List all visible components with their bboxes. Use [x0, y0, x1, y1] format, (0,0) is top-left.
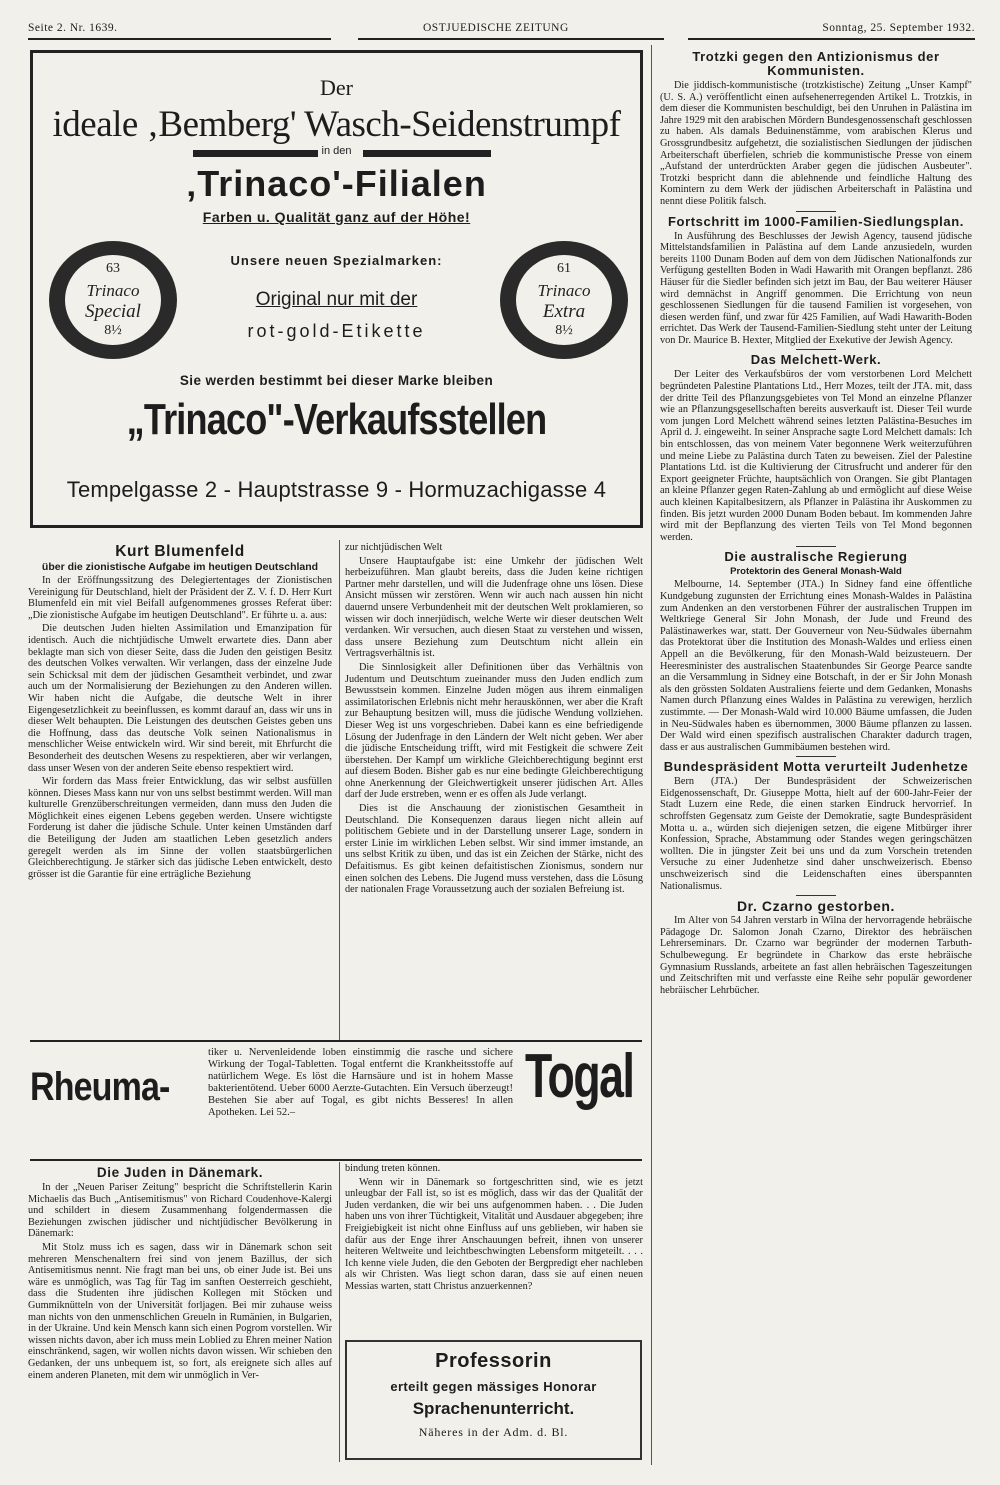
blumenfeld-para: Dies ist die Anschauung der zionistischen Gesamtheit in Deutschland. Die Konsequenzen daraus liegen nicht allein auf politischem Gebiete und in der Darstellung unserer Lage, sondern in erster Linie im wirklichen Leben selbst. Wir sind immer imstande, an uns selbst Kritik zu üben, und das ist ein Zeichen der Stärke, nicht des Defaitismus. Es gibt keinen defaitistischen Zionismus, sondern nur einen solchen des Lebens. Die Jugend muss verstehen, dass die Lösung der nationalen Frage Voraussetzung auch der sozialen Befreiung ist. [345, 803, 643, 896]
motta-title: Bundespräsident Motta verurteilt Judenhetze [663, 759, 969, 775]
seal-left-num: 63 [106, 261, 120, 276]
ad-headline: ideale ‚Bemberg' Wasch-Seidenstrumpf [52, 104, 621, 145]
header-rule-right [688, 38, 975, 40]
daenemark-para: Mit Stolz muss ich es sagen, dass wir in Dänemark schon seit mehreren Menschenaltern frei sind von jenem Bazillus, der sich Antisemitismus nennt. Nie fragt man bei uns, ob einer Jude ist. Bei uns wäre es unmöglich, was Tag für Tag im sanften Oesterreich geschieht, dass die Studenten ihre jüdischen Kollegen mit Stöcken und Gummiknütteln von der Universität forljagen. Bei mir zuhause weiss man nichts von den unmenschlichen Greueln in Rumänien, in Bulgarien, in der Ukraine. Und kein Mensch kann sich einen Pogrom vorstellen. Wir wissen nichts davon, aber ich muss mein Loblied zu Ehren meiner Nation einschränkend, sagen, wir wollen nichts davon wissen. Wir schieben den Gedanken, der uns unbequem ist, so fort, als ereignete sich alles auf einem anderen Planeten, mit dem wir unmöglich in Ver- [28, 1241, 332, 1381]
column-rule-mid-top [339, 540, 340, 1040]
prof-line1: erteilt gegen mässiges Honorar [390, 1379, 597, 1394]
prof-title: Professorin [435, 1350, 552, 1372]
blumenfeld-para: zur nichtjüdischen Welt [345, 542, 443, 553]
czarno-title: Dr. Czarno gestorben. [736, 898, 896, 915]
daenemark-para: bindung treten können. [345, 1163, 441, 1174]
article-blumenfeld [28, 540, 332, 1035]
daenemark-para: Wenn wir in Dänemark so fortgeschritten sind, wie es jetzt unleugbar der Fall ist, so ist es möglich, dass wir das der Qualität der Juden verdanken, die wir bei uns aufgenommen haben. . . Die Juden haben uns von ihrer Tüchtigkeit, Vitalität und Ausdauer abgegeben; ihre Freigiebigkeit ist nicht ohne Einfluss auf uns geblieben, wir haben sie dafür aus der Enge ihrer Anschauungen befreit, ihnen von unserer heiteren Weltweite und leichtbeschwingten Lebensform mitgeteilt. . . . Ich kenne viele Juden, die den Geboten der Bergpredigt eher nachleben als wir Christen. Was liegt schon daran, dass sie auf einen neuen Messias warten, statt Christus anzuerkennen? [345, 1176, 643, 1292]
separator [796, 349, 836, 350]
seal-right-size: 8½ [555, 323, 573, 338]
ad-der: Der [320, 75, 353, 100]
header-rule-center [358, 38, 664, 40]
australien-title: Die australische Regierung [724, 549, 908, 565]
blumenfeld-para: In der Eröffnungssitzung des Delegiertentages der Zionistischen Vereinigung für Deutschland, hielt der Präsident der Z. V. f. D. Herr Kurt Blumenfeld ein mit viel Beifall aufgenommenes grosses Referat über: „Die zionistische Aufgabe im heutigen Deutschland". Er führte u. a. aus: [28, 575, 332, 621]
professorin-advertisement [345, 1340, 642, 1460]
ad-bleiben: Sie werden bestimmt bei dieser Marke bleiben [179, 373, 494, 388]
column-rule-mid-bottom [339, 1162, 340, 1462]
blumenfeld-subtitle: über die zionistische Aufgabe im heutigen Deutschland [41, 561, 319, 573]
seal-right-num: 61 [557, 261, 571, 276]
separator [796, 756, 836, 757]
column-rule-right [651, 45, 652, 1465]
ad-original: Original nur mit der [255, 289, 418, 310]
ad-in-den: in den [321, 145, 352, 157]
ad-etikette: rot-gold-Etikette [247, 321, 426, 341]
togal-rule-bottom [30, 1159, 642, 1161]
fortschritt-text: In Ausführung des Beschlusses der Jewish Agency, tausend jüdische Mittelstandsfamilien in Palästina auf dem Lande anzusiedeln, wurden bereits 1100 Dunam Boden auf dem von dem Jüdischen Nationalfonds zur Verfügung gestellten Boden in Wadi Hawarith mit Orangen bepflanzt. 286 Häuser für die Siedler befinden sich jetzt im Bau, der Bau weiterer Häuser wird demnächst in Angriff genommen. Die Errichtung von neun geschlossenen Siedlungen für die tausend Familien ist vorgesehen, von diesen werden fünf, und zwar für 425 Familien, auf Wadi Hawarith-Boden errichtet. Das Werk der Tausend-Familien-Siedlung steht unter der Leitung von Dr. Maurice B. Hexter, Mitglied der Exekutive der Jewish Agency. [660, 230, 972, 346]
seal-left-size: 8½ [104, 323, 122, 338]
blumenfeld-title: Kurt Blumenfeld [115, 543, 245, 560]
motta-text: Bern (JTA.) Der Bundespräsident der Schweizerischen Eidgenossenschaft, Dr. Giuseppe Motta, hielt auf der 600-Jahr-Feier der Stadt Luzern eine Rede, die einen starken Eindruck hervorrief. In schroffsten Gegensatz zum Geiste der Demokratie, sagte Bundespräsident Motta u. a., würden sich diejenigen setzen, die eigene Mitbürger ihrer Konfession, Sprache, Abstammung oder Standes wegen geringschätzen wollten. Die in jüngster Zeit bei uns und da zum Vorschein tretenden Versuche zu einer Judenhetze sind daher unschweizerisch. Ebenso unschweizerisch sind die Leidenschaften eines überspannten Nationalismus. [660, 776, 972, 892]
seal-left-name: Special [85, 301, 141, 322]
header-rule-left [28, 38, 331, 40]
separator [796, 895, 836, 896]
prof-line3: Näheres in der Adm. d. Bl. [418, 1425, 569, 1439]
blumenfeld-para: Die Sinnlosigkeit aller Definitionen über das Verhältnis von Judentum und Deutschtum zueinander muss den Juden endlich zum Bewusstsein kommen. Einzelne Juden mögen aus ihrem einmaligen assimilatorischen Erlebnis nicht mehr herauskönnen, wer aber die Kraft zur Behauptung besitzen will, muss die jüdische Wendung vollziehen. Dieser Weg ist uns vorgeschrieben. Dabei kann es eine befriedigende Lösung der Judenfrage in den Ländern der Welt nicht geben. Wer aber die jüdische Entscheidung trifft, wird mit Festigkeit die schwere Zeit überstehen. Der Kampf um wirkliche Gleichberechtigung beginnt erst auf diesem Boden. Bisher gab es nur eine bedingte Gleichberechtigung ohne Anerkennung der Gleichwertigkeit unserer jüdischen Art. Alles darf der Jude erstreben, wenn er es offen als Jude verlangt. [345, 661, 643, 801]
togal-rheuma: Rheuma- [30, 1065, 170, 1109]
togal-advertisement [30, 1042, 642, 1158]
trotzki-title: Trotzki gegen den Antizionismus der Kommunisten. [692, 49, 940, 78]
article-daenemark-continued [345, 1163, 643, 1335]
blumenfeld-para: Die deutschen Juden hielten Assimilation und Emanzipation für identisch. Auch die nichtjüdische Umwelt erwartete dies. Dann aber beklagte man sich von dieser Seite, dass die Juden den geistigen Besitz des deutschen Volkes verwalten. Wir verlangen, dass der einzelne Jude sein Schicksal mit dem der jüdischen Gesamtheit verbindet, und zwar auch um der Normalisierung der Beziehungen zu den Anderen willen. Wir haben nicht die Aufgabe, die deutsche Welt in ihrer Eigengesetzlichkeit zu beeinflussen, es kommt darauf an, dass wir uns in dieser Welt behaupten. Die Leistungen des deutschen Geistes geben uns die Hoffnung, dass das deutsche Volk seinen Nationalismus in menschlicher Weise entwickeln wird. Wir sind bereit, mit Ehrfurcht die Besonderheit des deutschen Wesens zu respektieren, aber wir verlangen, dass unser Wesen von der anderen Seite ebenso respektiert wird. [28, 623, 332, 774]
prof-line2: Sprachenunterricht. [412, 1399, 575, 1418]
trotzki-text: Die jiddisch-kommunistische (trotzkistische) Zeitung „Unser Kampf" (U. S. A.) veröffentlicht einen aufsehenerregenden Artikel L. Trotzkis, in dem dieser die Kommunisten beschuldigt, bei den Unruhen in Palästina im Jahre 1929 mit den arabischen Mördern Bundesgenossenschaft geschlossen zu haben. Als damals Beduinenstämme, vom arabischen Klerus und Grossgrundbesitz aufgehetzt, die sozialistischen Siedlungen der jüdischen Arbeiterschaft überfielen, schrieb die kommunistische Presse von einem „Aufstand der unterdrückten Araber gegen die jüdischen Ausbeuter". Trotzki bespricht dann die ablehnende und feindliche Haltung des Komintern zu dem Werk der jüdischen Arbeiterschaft in Palästina und nennt diese Politik falsch. [660, 80, 972, 207]
ad-quality: Farben u. Qualität ganz auf der Höhe! [202, 209, 471, 225]
right-column [660, 47, 972, 1467]
newspaper-title: OSTJUEDISCHE ZEITUNG [423, 22, 569, 34]
togal-body: tiker u. Nervenleidende loben einstimmig die rasche und sichere Wirkung der Togal-Tabletten. Togal entfernt die Krankheitsstoffe auf natürlichem Wege. Es löst die Harnsäure und ist in hohem Masse bakterientötend. Ueber 6000 Aerzte-Gutachten. Ein Versuch überzeugt! Bestehen Sie aber auf Togal, es gibt nichts Besseres! In allen Apotheken. Lei 52.– [208, 1047, 513, 1118]
blumenfeld-para: Unsere Hauptaufgabe ist: eine Umkehr der jüdischen Welt herbeizuführen. Man glaubt bereits, dass die Juden keine richtigen Partner mehr darstellen, und will die Judenfrage ohne uns lösen. Diese Ansicht müssen wir zerstören. Wenn wir auch nach aussen hin nicht dauernd unsere Verbundenheit mit der deutschen Welt proklamieren, so wissen wir doch innerjüdisch, welche Werte wir dieser deutschen Welt verdanken. Wir versuchen, auch diesen Staat zu verstehen und wissen, dass unsere Beziehung zum Deutschtum nicht allein ein Vertragsverhältnis ist. [345, 555, 643, 660]
melchett-title: Das Melchett-Werk. [750, 352, 882, 368]
ad-bar-right [363, 150, 491, 157]
separator [796, 546, 836, 547]
ad-trinaco: ‚Trinaco'-Filialen [186, 163, 487, 204]
page-number: Seite 2. Nr. 1639. [28, 22, 118, 34]
separator [796, 211, 836, 212]
australien-text: Melbourne, 14. September (JTA.) In Sidney fand eine öffentliche Kundgebung zugunsten der Errichtung eines Monash-Waldes in Palästina zum Andenken an den verstorbenen Führer der australischen Truppen im Weltkriege General Sir John Monash, der Jude und Freund des Palästinawerkes war, statt. Der Gouverneur von Neu-Südwales übernahm das Protektorat über die Institution des Monash-Waldes und erliess einen Appell an die Bevölkerung, für den Monash-Wald beizusteuern. Der Heeresminister des australischen Staatenbundes Sir George Pearce sandte an die Versammlung in Sidney eine Botschaft, in der er Sir John Monash als den grössten Soldaten Australiens feierte und dem Gedanken, Monashs Namen durch Pflanzung eines Waldes in Palästina zu verewigen, herzlich zustimmte. — Der Monash-Wald wird 10.000 Bäume umfassen, die Juden in Neu-Südwales haben es übernommen, 3000 Bäume pflanzen zu lassen. Der Wald wird einen spezifisch australischen Charakter dadurch tragen, dass er aus australischen Gummibäumen bestehen wird. [660, 579, 972, 753]
issue-date: Sonntag, 25. September 1932. [822, 22, 975, 34]
ad-marks: Unsere neuen Spezialmarken: [230, 253, 443, 268]
seal-right-name: Extra [542, 301, 586, 322]
seal-left-brand: Trinaco [86, 281, 140, 300]
daenemark-para: In der „Neuen Pariser Zeitung" bespricht die Schriftstellerin Karin Michaelis das Buch „Antisemitismus" von Richard Coudenhove-Kalergi und schildert in diesem Zusammenhang folgendermassen die Beziehungen zwischen jüdischer und nichtjüdischer Bevölkerung in Dänemark: [28, 1182, 332, 1240]
page-header [28, 20, 975, 40]
seal-right-brand: Trinaco [537, 281, 591, 300]
ad-verkauf: „Trinaco"-Verkaufsstellen [126, 395, 547, 444]
article-blumenfeld-continued [345, 542, 643, 1037]
ad-address: Tempelgasse 2 - Hauptstrasse 9 - Hormuzachigasse 4 [66, 477, 607, 502]
melchett-text: Der Leiter des Verkaufsbüros der vom verstorbenen Lord Melchett begründeten Palestine Plantations Ltd., Herr Mozes, teilt der JTA. mit, dass der dritte Teil des Pflanzungsgebietes von Tel Mond an einzelne Pflanzer wie an Pflanzungsgesellschaften bereits ausverkauft ist. Dieser Teil wurde vom jungen Lord Melchett während seines letzten Palästina-Besuches im April d. J. eingeweiht. In seiner Ansprache sagte Lord Melchett damals: Ich bin entschlossen, das von meinem Vater begonnene Werk weiterzuführen und meine Liebe zu Palästina durch Taten zu beweisen. Ziel der Palestine Plantations Ltd. ist die Kultivierung der Citrusfrucht und anderer für den Export geeigneter Früchte, hauptsächlich von Orangen. Sie gibt Plantagen an kleine Pflanzer gegen Raten-Zahlung ab und ermöglicht auf diese Weise auch kleinen Kapitalbesitzern, als Pflanzer in Palästina ihr Auskommen zu finden. Bis jetzt wurden 2000 Dunam Boden bebaut. Im kommenden Jahre wird mit der Bepflanzung des vierten Teils von Tel Mond begonnen werden. [660, 369, 972, 543]
togal-brand: Togal [525, 1042, 634, 1111]
bemberg-advertisement [30, 50, 643, 528]
daenemark-title: Die Juden in Dänemark. [96, 1165, 264, 1180]
fortschritt-title: Fortschritt im 1000-Familien-Siedlungsplan. [668, 213, 964, 229]
blumenfeld-para: Wir fordern das Mass freier Entwicklung, das wir selbst ausfüllen können. Dieses Mass kann nur von uns selbst bestimmt werden. Will man kulturelle Grenzüberschreitungen vermeiden, dann muss den Juden die Möglichkeit eines eigenen Lebens gegeben werden. Unsere wichtigste Forderung ist daher die jüdische Schule. Unter keinen Umständen darf die Beteiligung der Juden am staatlichen Leben gesetzlich anders geregelt werden als im Sinne der vollen staatsbürgerlichen Gleichberechtigung. Je stärker sich das jüdische Leben entwickelt, desto grösser ist die Garantie für eine erträgliche Beziehung [28, 776, 332, 880]
czarno-text: Im Alter von 54 Jahren verstarb in Wilna der hervorragende hebräische Pädagoge Dr. Salomon Jonah Czarno, Direktor des hebräischen Lehrerseminars. Dr. Czarno war begründer der modernen Tarbuth-Schulbewegung. Er begründete in Charkow das erste hebräische Gymnasium Russlands, arbeitete an fast allen hebräischen Tageszeitungen und Zeitschriften mit und verfasste eine Reihe sehr populär gewordener hebräischer Lehrbücher. [660, 915, 972, 996]
australien-subtitle: Protektorin des General Monash-Wald [730, 566, 902, 578]
article-daenemark [28, 1163, 332, 1463]
